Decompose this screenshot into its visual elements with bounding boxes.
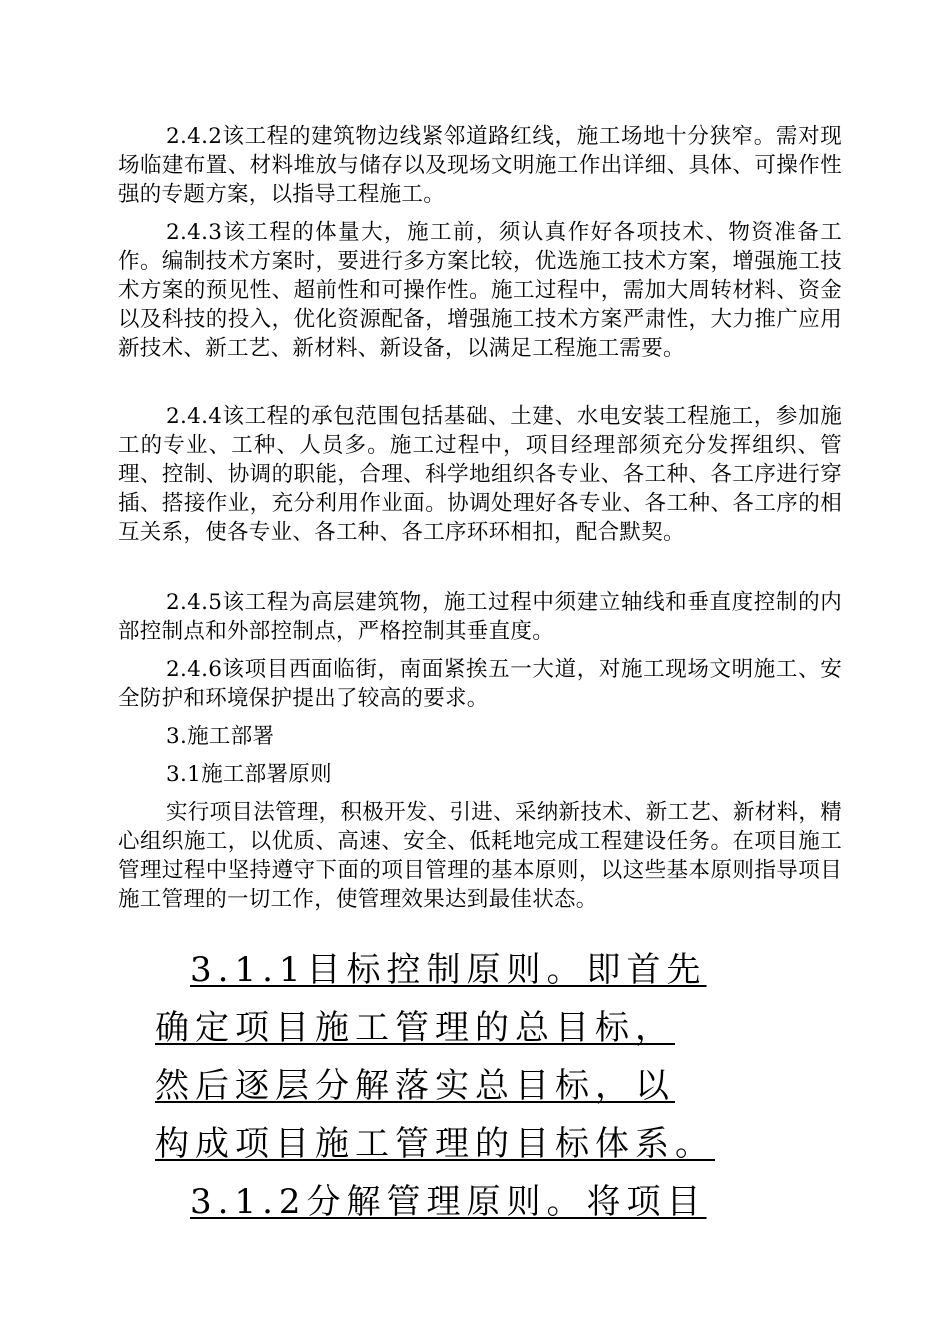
- paragraph-2-4-5: 2.4.5该工程为高层建筑物，施工过程中须建立轴线和垂直度控制的内部控制点和外部控制点，严格控制其垂直度。: [118, 590, 842, 644]
- paragraph-2-4-3: 2.4.3该工程的体量大，施工前，须认真作好各项技术、物资准备工作。编制技术方案时，要进行多方案比较，优选施工技术方案，增强施工技术方案的预见性、超前性和可操作性。施工过程中，需加大周转材料、资金以及科技的投入，优化资源配备，增强施工技术方案严肃性，大力推广应用新技术、新工艺、新材料、新设备，以满足工程施工需要。: [118, 220, 842, 361]
- large-line-4: 构成项目施工管理的目标体系。: [155, 1124, 715, 1164]
- paragraph-3-1: 实行项目法管理，积极开发、引进、采纳新技术、新工艺、新材料，精心组织施工，以优质、高速、安全、低耗地完成工程建设任务。在项目施工管理过程中坚持遵守下面的项目管理的基本原则，以这些基本原则指导项目施工管理的一切工作，使管理效果达到最佳状态。: [118, 800, 842, 912]
- paragraph-2-4-6: 2.4.6该项目西面临街，南面紧挨五一大道，对施工现场文明施工、安全防护和环境保护提出了较高的要求。: [118, 657, 842, 711]
- heading-3-1: 3.1施工部署原则: [166, 762, 332, 787]
- paragraph-2-4-4: 2.4.4该工程的承包范围包括基础、土建、水电安装工程施工，参加施工的专业、工种、人员多。施工过程中，项目经理部须充分发挥组织、管理、控制、协调的职能，合理、科学地组织各专业、各工种、各工序进行穿插、搭接作业，充分利用作业面。协调处理好各专业、各工种、各工序的相互关系，使各专业、各工种、各工序环环相扣，配合默契。: [118, 404, 842, 545]
- large-line-2: 确定项目施工管理的总目标，: [155, 1008, 675, 1048]
- large-line-5: 3.1.2分解管理原则。将项目: [190, 1182, 707, 1222]
- large-line-3: 然后逐层分解落实总目标，以: [155, 1066, 675, 1106]
- heading-3: 3.施工部署: [166, 724, 275, 749]
- paragraph-2-4-2: 2.4.2该工程的建筑物边线紧邻道路红线，施工场地十分狭窄。需对现场临建布置、材料堆放与储存以及现场文明施工作出详细、具体、可操作性强的专题方案，以指导工程施工。: [118, 124, 842, 207]
- large-line-1: 3.1.1目标控制原则。即首先: [190, 950, 707, 990]
